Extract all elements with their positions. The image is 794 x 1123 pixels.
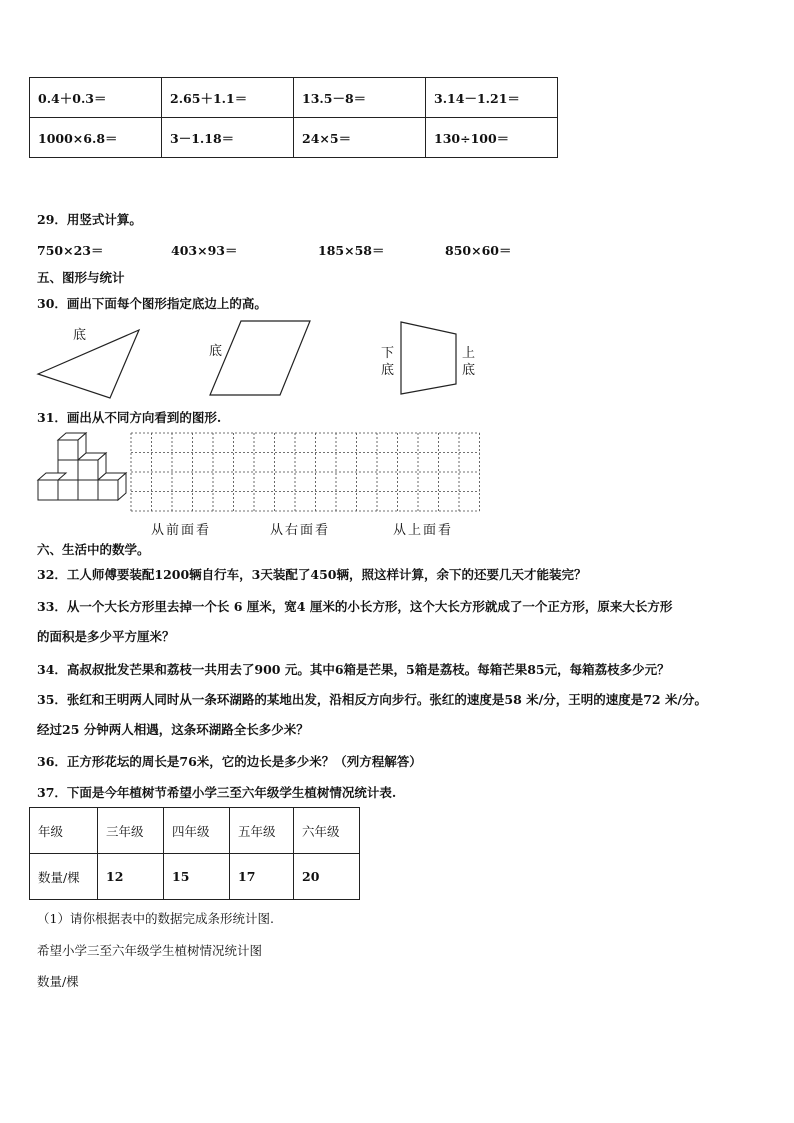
- cube-stack-figure: [36, 432, 132, 508]
- table-cell: 12: [98, 854, 164, 900]
- q33-text-cont: 的面积是多少平方厘米？: [37, 629, 175, 644]
- table-header-cell: 五年级: [230, 808, 294, 854]
- trapezoid-lower-base-label: 下: [381, 346, 395, 361]
- table-cell: 20: [294, 854, 360, 900]
- right-view-label: 从右面看: [270, 523, 331, 538]
- tree-planting-table: [29, 807, 360, 900]
- table-row: [30, 78, 558, 118]
- trapezoid-lower-base-label: 底: [381, 363, 395, 378]
- table-row: [30, 854, 360, 900]
- q37-sub1: （1）请你根据表中的数据完成条形统计图.: [37, 911, 274, 926]
- chart-y-label: 数量/棵: [37, 974, 79, 989]
- table-cell: 17: [230, 854, 294, 900]
- table-cell: 数量/棵: [30, 854, 98, 900]
- calc-cell: 0.4＋0.3＝: [30, 78, 162, 118]
- q29-item: 850×60＝: [445, 243, 512, 258]
- section-6-heading: 六、生活中的数学。: [37, 542, 150, 557]
- q33-text: 33．从一个大长方形里去掉一个长 6 厘米，宽4 厘米的小长方形，这个大长方形就成了一个正方形，原来大长方形: [37, 599, 673, 614]
- triangle-shape: [38, 330, 139, 398]
- table-header-cell: 年级: [30, 808, 98, 854]
- q34-text: 34．高叔叔批发芒果和荔枝一共用去了900 元。其中6箱是芒果，5箱是荔枝。每箱芒果85元，每箱荔枝多少元？: [37, 662, 670, 677]
- parallelogram-shape: [210, 321, 310, 395]
- parallelogram-base-label: 底: [209, 344, 223, 359]
- q30-shapes: [30, 318, 510, 400]
- calc-cell: 2.65＋1.1＝: [162, 78, 294, 118]
- q32-text: 32．工人师傅要装配1200辆自行车，3天装配了450辆，照这样计算，余下的还要几天才能装完？: [37, 567, 587, 582]
- calc-cell: 24×5＝: [294, 118, 426, 158]
- calc-cell: 3－1.18＝: [162, 118, 294, 158]
- front-view-label: 从前面看: [151, 523, 212, 538]
- q35-text: 35．张红和王明两人同时从一条环湖路的某地出发，沿相反方向步行。张红的速度是58 米/分，王明的速度是72 米/分。: [37, 692, 708, 707]
- table-header-cell: 六年级: [294, 808, 360, 854]
- drawing-grid: [130, 432, 480, 512]
- q35-text-cont: 经过25 分钟两人相遇，这条环湖路全长多少米？: [37, 722, 309, 737]
- q29-title: 29．用竖式计算。: [37, 212, 142, 227]
- table-row: [30, 808, 360, 854]
- table-row: [30, 118, 558, 158]
- trapezoid-upper-base-label: 底: [462, 363, 476, 378]
- q37-title: 37．下面是今年植树节希望小学三至六年级学生植树情况统计表.: [37, 785, 397, 800]
- table-header-cell: 三年级: [98, 808, 164, 854]
- calc-table: [29, 77, 558, 158]
- triangle-base-label: 底: [73, 328, 87, 343]
- calc-cell: 130÷100＝: [426, 118, 558, 158]
- calc-cell: 1000×6.8＝: [30, 118, 162, 158]
- q31-title: 31．画出从不同方向看到的图形.: [37, 410, 222, 425]
- table-header-cell: 四年级: [164, 808, 230, 854]
- q30-title: 30．画出下面每个图形指定底边上的高。: [37, 296, 267, 311]
- table-cell: 15: [164, 854, 230, 900]
- section-5-heading: 五、图形与统计: [37, 270, 125, 285]
- q36-text: 36．正方形花坛的周长是76米，它的边长是多少米？（列方程解答）: [37, 754, 422, 769]
- trapezoid-shape: [401, 322, 456, 394]
- chart-title: 希望小学三至六年级学生植树情况统计图: [37, 943, 263, 958]
- top-view-label: 从上面看: [393, 523, 454, 538]
- calc-cell: 13.5－8＝: [294, 78, 426, 118]
- q29-item: 403×93＝: [171, 243, 238, 258]
- calc-cell: 3.14－1.21＝: [426, 78, 558, 118]
- trapezoid-upper-base-label: 上: [462, 346, 476, 361]
- q29-item: 185×58＝: [318, 243, 385, 258]
- q29-item: 750×23＝: [37, 243, 104, 258]
